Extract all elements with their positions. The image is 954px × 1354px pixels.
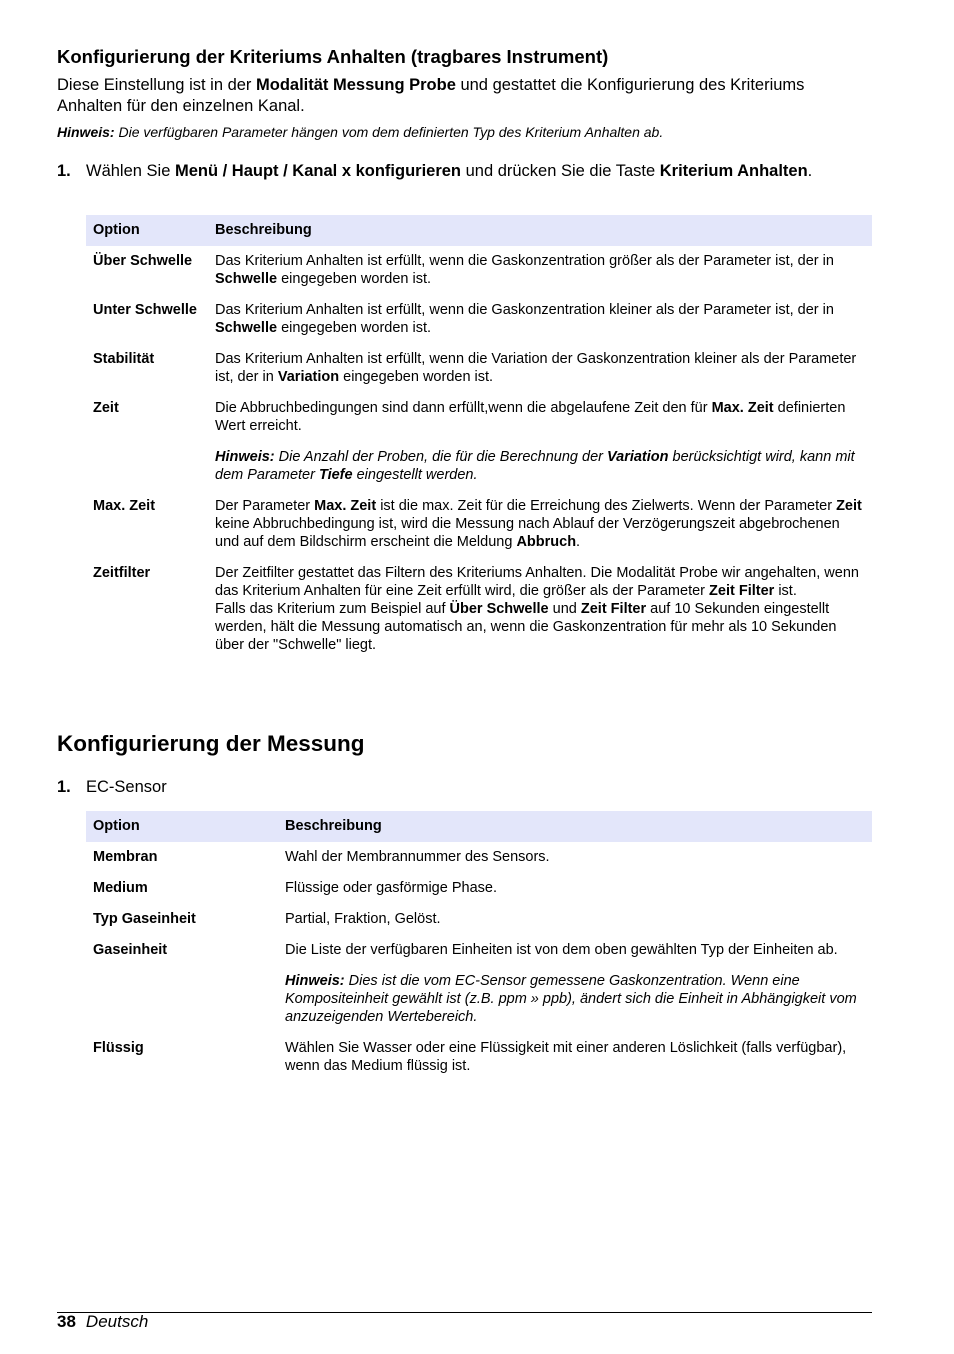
intro-text: Diese Einstellung ist in der: [57, 76, 257, 94]
key-name: Kriterium Anhalten: [659, 162, 808, 180]
description-cell: Wahl der Membrannummer des Sensors.: [285, 849, 550, 865]
menu-path: Menü / Haupt / Kanal x konfigurieren: [174, 162, 462, 180]
note-bold: Tiefe: [318, 467, 353, 483]
desc-text: Der Zeitfilter gestattet das Filtern des Kriteriums Anhalten. Die Modalität Probe wir angehalten, wenn das Kriterium Anhalten für eine Zeit erfüllt wird, die größer als der Parameter: [215, 565, 859, 599]
header-option: Option: [86, 811, 278, 842]
desc-text: Falls das Kriterium zum Beispiel auf: [215, 601, 450, 617]
note-text: eingestellt werden.: [352, 467, 478, 483]
footer-language: Deutsch: [85, 1312, 149, 1331]
cell-note: [285, 972, 865, 1026]
desc-bold: Zeit: [836, 498, 862, 514]
desc-bold: Variation: [277, 369, 340, 385]
table-row: [86, 344, 872, 393]
table-row: [86, 491, 872, 558]
table-row: [86, 842, 872, 873]
intro-paragraph: [57, 75, 857, 117]
table-row: [86, 295, 872, 344]
step-number: 1.: [57, 778, 71, 796]
option-cell: Gaseinheit: [93, 942, 168, 958]
table-row: [86, 246, 872, 295]
description-cell: [208, 393, 872, 491]
table-header-row: [86, 811, 872, 842]
desc-bold: Schwelle: [215, 271, 278, 287]
desc-text: .: [576, 534, 581, 550]
note-label: Hinweis:: [215, 449, 275, 465]
table-row: [86, 935, 872, 1033]
description-cell: Flüssige oder gasförmige Phase.: [285, 880, 497, 896]
desc-bold: Abbruch: [516, 534, 577, 550]
description-cell: [278, 935, 872, 1033]
step-text-part: .: [807, 162, 813, 180]
footer-rule: [57, 1312, 872, 1313]
table-row: [86, 873, 872, 904]
note-text: Die Anzahl der Proben, die für die Berechnung der: [274, 449, 607, 465]
desc-text: Die Liste der verfügbaren Einheiten ist von dem oben gewählten Typ der Einheiten ab.: [285, 942, 838, 958]
step-text-part: Wählen Sie: [86, 162, 175, 180]
desc-bold: Zeit Filter: [709, 583, 775, 599]
option-cell: Unter Schwelle: [93, 302, 197, 318]
desc-bold: Schwelle: [215, 320, 278, 336]
section-heading: Konfigurierung der Kriteriums Anhalten (tragbares Instrument): [57, 46, 609, 67]
measurement-heading: Konfigurierung der Messung: [57, 731, 365, 756]
note-label: Hinweis:: [285, 973, 345, 989]
description-cell: [208, 344, 872, 393]
description-cell: Partial, Fraktion, Gelöst.: [285, 911, 441, 927]
option-cell: Membran: [93, 849, 158, 865]
description-cell: Wählen Sie Wasser oder eine Flüssigkeit mit einer anderen Löslichkeit (falls verfügbar), wenn das Medium flüssig ist.: [285, 1040, 847, 1074]
intro-bold: Modalität Messung Probe: [256, 76, 456, 94]
desc-text: eingegeben worden ist.: [277, 271, 432, 287]
intro-text-2: und gestattet die Konfigurierung des Kriteriums Anhalten für den einzelnen Kanal.: [57, 76, 805, 115]
desc-text: Das Kriterium Anhalten ist erfüllt, wenn die Gaskonzentration kleiner als der Parameter ist, der in: [215, 302, 834, 318]
note-text: Dies ist die vom EC-Sensor gemessene Gaskonzentration. Wenn eine Kompositeinheit gewählt ist (z.B. ppm » ppb), ändert sich die Einheit in Abhängigkeit vom anzuzeigenden Wertebereich.: [285, 973, 857, 1025]
desc-text: eingegeben worden ist.: [277, 320, 432, 336]
option-cell: Medium: [93, 880, 148, 896]
desc-bold: Max. Zeit: [711, 400, 774, 416]
desc-text: ist.: [774, 583, 797, 599]
desc-bold: Max. Zeit: [314, 498, 377, 514]
note: [57, 123, 857, 141]
desc-text: auf 10 Sekunden eingestellt werden, hält die Messung automatisch an, wenn die Gaskonzentration für mehr als 10 Sekunden über der "Schwelle" liegt.: [215, 601, 837, 653]
header-description: Beschreibung: [208, 215, 872, 246]
table-row: [86, 904, 872, 935]
option-cell: Flüssig: [93, 1040, 144, 1056]
description-cell: [208, 246, 872, 295]
note-bold: Variation: [607, 449, 669, 465]
desc-text: keine Abbruchbedingung ist, wird die Messung nach Ablauf der Verzögerungszeit abgebrochenen und auf dem Bildschirm erscheint die Meldung: [215, 516, 840, 550]
header-description: Beschreibung: [278, 811, 872, 842]
desc-bold: Über Schwelle: [449, 601, 549, 617]
step-number: 1.: [57, 162, 71, 180]
desc-text: und: [548, 601, 581, 617]
description-cell: [208, 491, 872, 558]
description-cell: [208, 558, 872, 661]
desc-text: definierten Wert erreicht.: [215, 400, 846, 434]
ec-sensor-table: [86, 811, 872, 1082]
option-cell: Zeit: [93, 400, 119, 416]
cell-note: [215, 448, 865, 484]
step-text: EC-Sensor: [86, 778, 167, 796]
note-text: Die verfügbaren Parameter hängen vom dem definierten Typ des Kriterium Anhalten ab.: [114, 124, 664, 140]
desc-text: eingegeben worden ist.: [339, 369, 494, 385]
desc-text: ist die max. Zeit für die Erreichung des Zielwerts. Wenn der Parameter: [376, 498, 837, 514]
table-row: [86, 393, 872, 491]
page-footer: [57, 1312, 148, 1332]
step-text: [86, 161, 826, 182]
note-label: Hinweis:: [57, 124, 115, 140]
option-cell: Über Schwelle: [93, 253, 193, 269]
note-text: berücksichtigt wird, kann mit dem Parameter: [215, 449, 855, 483]
table-row: [86, 558, 872, 661]
table-row: [86, 1033, 872, 1082]
option-cell: Typ Gaseinheit: [93, 911, 196, 927]
page-number: 38: [57, 1312, 76, 1331]
description-cell: [208, 295, 872, 344]
option-cell: Zeitfilter: [93, 565, 151, 581]
desc-text: Das Kriterium Anhalten ist erfüllt, wenn die Variation der Gaskonzentration kleiner als der Parameter ist, der in: [215, 351, 857, 385]
option-cell: Stabilität: [93, 351, 155, 367]
desc-text: Die Abbruchbedingungen sind dann erfüllt,wenn die abgelaufene Zeit den für: [215, 400, 712, 416]
desc-bold: Zeit Filter: [580, 601, 647, 617]
step-text-part: und drücken Sie die Taste: [461, 162, 660, 180]
option-cell: Max. Zeit: [93, 498, 156, 514]
table-header-row: [86, 215, 872, 246]
stop-criteria-table: [86, 215, 872, 661]
header-option: Option: [86, 215, 208, 246]
desc-text: Das Kriterium Anhalten ist erfüllt, wenn die Gaskonzentration größer als der Parameter ist, der in: [215, 253, 834, 269]
desc-text: Der Parameter: [215, 498, 315, 514]
